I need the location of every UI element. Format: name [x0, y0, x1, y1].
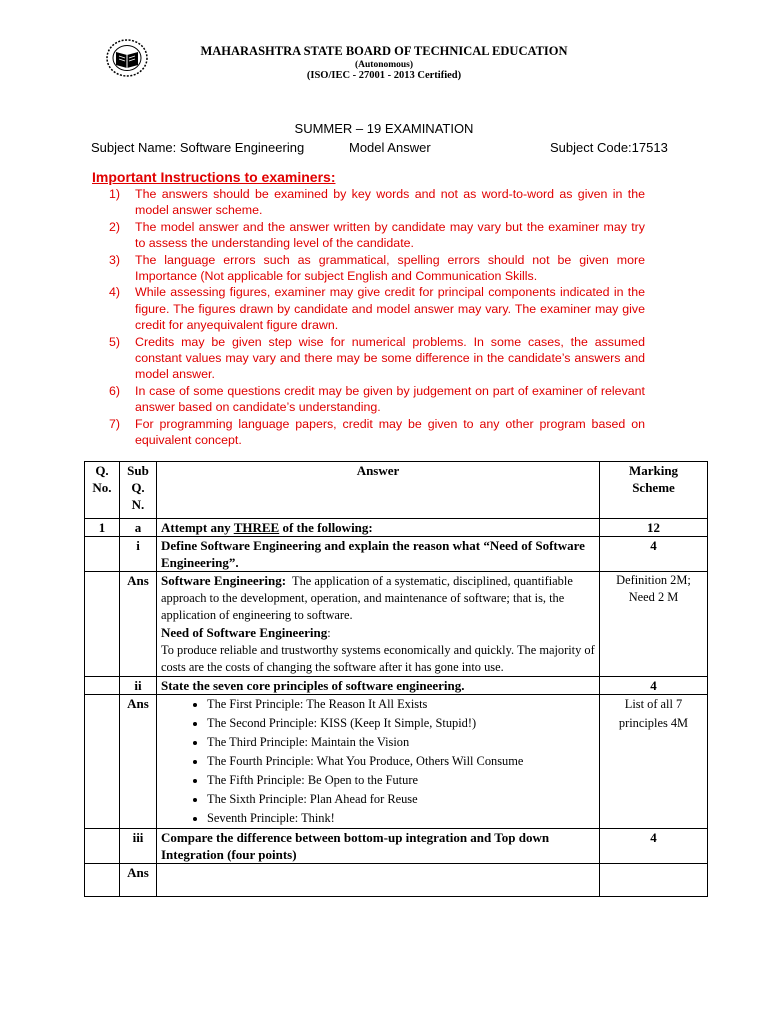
subq-header: Sub Q. N. — [120, 462, 157, 519]
table-row — [85, 572, 708, 677]
question-number: 1 — [85, 519, 120, 537]
certification-label: (ISO/IEC - 27001 - 2013 Certified) — [306, 70, 462, 81]
marks: 4 — [600, 829, 708, 864]
subject-code: Subject Code:17513 — [550, 140, 668, 155]
marks: Definition 2M; Need 2 M — [600, 572, 708, 677]
answer-header: Answer — [157, 462, 600, 519]
exam-title: SUMMER – 19 EXAMINATION — [294, 121, 474, 136]
sub-question: i — [120, 537, 157, 572]
instruction-item: 3) The language errors such as grammatical, spelling errors should not be given more Importance (Not applicable for subject English and Communication Skills. — [109, 252, 645, 284]
table-header-row — [85, 462, 708, 519]
qno-header: Q. No. — [85, 462, 120, 519]
msbte-logo — [104, 38, 150, 78]
instruction-item: 7) For programming language papers, credit may be given to any other program based on equivalent concept. — [109, 416, 645, 448]
board-name: MAHARASHTRA STATE BOARD OF TECHNICAL EDUCATION — [200, 44, 568, 58]
instruction-item: 6) In case of some questions credit may be given by judgement on part of examiner of relevant answer based on candidate’s understanding. — [109, 383, 645, 415]
question-text: State the seven core principles of software engineering. — [157, 677, 600, 695]
marks: 4 — [600, 677, 708, 695]
answer-text — [157, 695, 600, 829]
answer-text — [157, 864, 600, 897]
instruction-item: 4) While assessing figures, examiner may give credit for principal components indicated in the figure. The figures drawn by candidate and model answer may vary. The examiner may give credit for anyequivalent figure drawn. — [109, 285, 645, 333]
table-row — [85, 537, 708, 572]
autonomous-label: (Autonomous) — [354, 60, 414, 70]
list-item: • The Sixth Principle: Plan Ahead for Reuse — [207, 790, 595, 809]
marking-header: Marking Scheme — [600, 462, 708, 519]
list-item: • The Fourth Principle: What You Produce, Others Will Consume — [207, 752, 595, 771]
list-item: • The Second Principle: KISS (Keep It Simple, Stupid!) — [207, 714, 595, 733]
list-item: • The First Principle: The Reason It All Exists — [207, 695, 595, 714]
table-row — [85, 829, 708, 864]
table-row — [85, 695, 708, 829]
sub-question: iii — [120, 829, 157, 864]
list-item: • The Third Principle: Maintain the Vision — [207, 733, 595, 752]
subject-name: Subject Name: Software Engineering — [91, 140, 305, 155]
list-item: • Seventh Principle: Think! — [207, 809, 595, 828]
instruction-item: 1) The answers should be examined by key words and not as word-to-word as given in the model answer scheme. — [109, 187, 645, 218]
marks: 4 — [600, 537, 708, 572]
instructions-title: Important Instructions to examiners: — [92, 169, 336, 185]
question-text: Compare the difference between bottom-up integration and Top down Integration (four points) — [157, 829, 600, 864]
sub-question: a — [120, 519, 157, 537]
table-row — [85, 677, 708, 695]
table-row — [85, 864, 708, 897]
marks — [600, 864, 708, 897]
answer-text: Software Engineering: The application of a systematic, disciplined, quantifiable approach to the development, operation, and maintenance of software; that is, the application of engineering to software. Need of Software Engineering: To produce reliable and trustworthy systems economically and quickly. The majority of costs are the costs of changing the software after it has gone into use. — [157, 572, 600, 677]
instructions-list — [109, 186, 645, 449]
question-text: Attempt any THREE of the following: — [157, 519, 600, 537]
answer-label: Ans — [120, 864, 157, 897]
marks: 12 — [600, 519, 708, 537]
question-text: Define Software Engineering and explain the reason what “Need of Software Engineering”. — [157, 537, 600, 572]
instruction-item: 5) Credits may be given step wise for numerical problems. In some cases, the assumed constant values may vary and there may be some difference in the candidate’s answers and model answer. — [109, 334, 645, 382]
sub-question: ii — [120, 677, 157, 695]
principles-list — [161, 695, 595, 828]
answer-label: Ans — [120, 695, 157, 829]
model-answer-label: Model Answer — [349, 140, 431, 155]
list-item: • The Fifth Principle: Be Open to the Future — [207, 771, 595, 790]
answer-label: Ans — [120, 572, 157, 677]
table-row — [85, 519, 708, 537]
instruction-item: 2) The model answer and the answer written by candidate may vary but the examiner may try to assess the understanding level of the candidate. — [109, 219, 645, 251]
model-answer-table — [84, 461, 708, 897]
marks: List of all 7 principles 4M — [600, 695, 708, 829]
